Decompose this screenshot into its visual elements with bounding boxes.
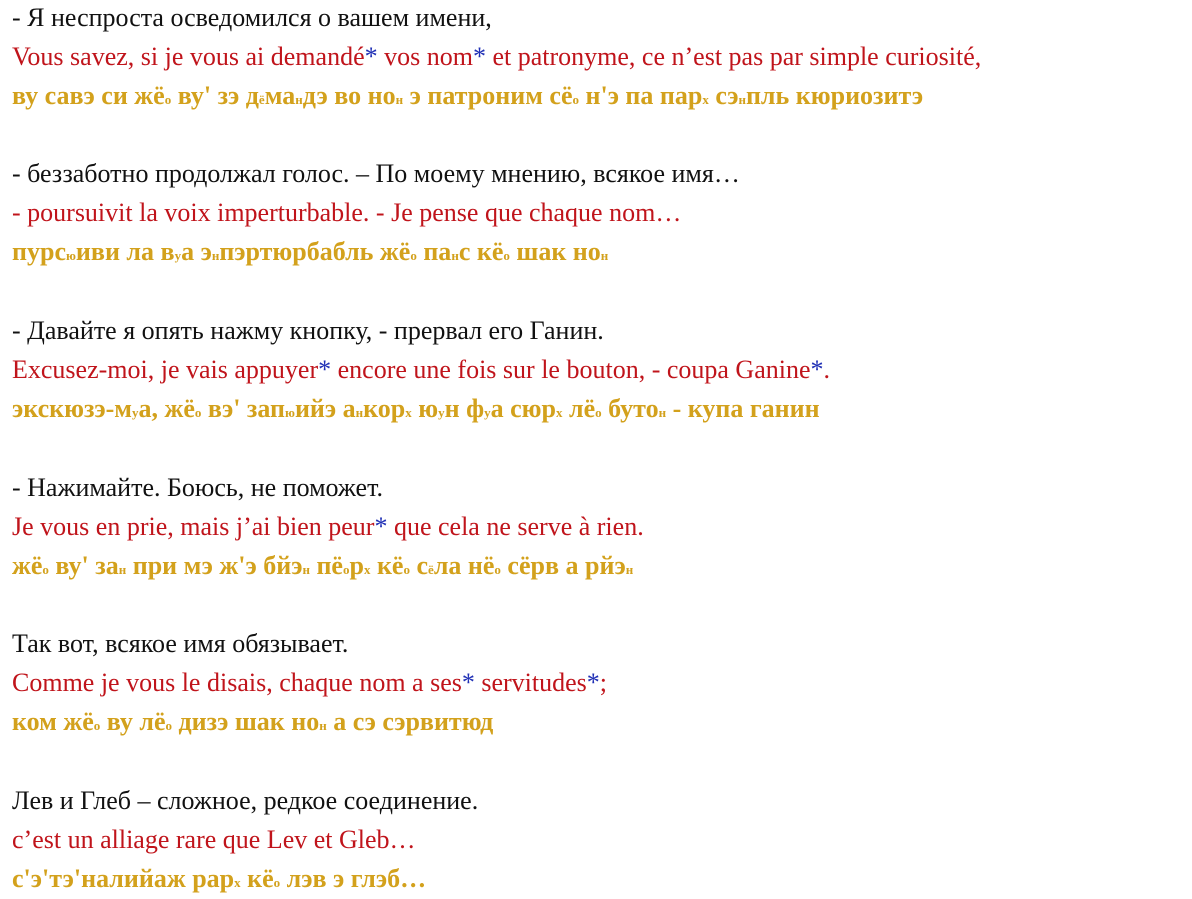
transliteration-text: лё [562, 394, 596, 423]
small-letter: н [355, 405, 364, 420]
transliteration-text: н'э па пар [578, 81, 703, 110]
footnote-asterisk: * [472, 42, 486, 71]
transliteration-text: пурс [12, 237, 66, 266]
small-letter: о [403, 562, 410, 577]
transliteration-text: пэртюрбабль жё [219, 237, 411, 266]
french-text: que cela ne serve à rien. [387, 512, 644, 541]
small-letter: у [174, 248, 182, 263]
small-letter: о [164, 92, 172, 107]
french-text: Vous savez, si je vous ai demandé [12, 42, 365, 71]
small-letter: х [702, 92, 709, 107]
russian-line: - Давайте я опять нажму кнопку, - прервал его Ганин. [12, 316, 604, 345]
small-letter: у [132, 405, 139, 420]
transliteration-text: ю [411, 394, 439, 423]
transliteration-text: а сэ сэрвитюд [326, 707, 494, 736]
french-text: Excusez-moi, je vais appuyer [12, 355, 319, 384]
small-letter: н [395, 92, 404, 107]
transliteration-text: ву' за [48, 551, 119, 580]
russian-line: Лев и Глеб – сложное, редкое соединение. [12, 786, 479, 815]
small-letter: х [363, 562, 371, 577]
small-letter: о [93, 718, 101, 733]
french-line [12, 197, 681, 229]
transliteration-text: сёрв а рйэ [500, 551, 626, 580]
transliteration-text: шак но [509, 237, 601, 266]
russian-line: - Нажимайте. Боюсь, не поможет. [12, 473, 383, 502]
small-letter: н [319, 718, 327, 733]
french-text: vos nom [377, 42, 473, 71]
small-letter: ю [65, 248, 76, 263]
transliteration-text: н ф [444, 394, 485, 423]
footnote-asterisk: * [810, 355, 824, 384]
transliteration-line [12, 393, 820, 429]
transliteration-line [12, 236, 608, 272]
small-letter: н [738, 92, 746, 107]
small-letter: х [234, 875, 241, 890]
transliteration-line [12, 80, 923, 116]
transliteration-text: - купа ганин [666, 394, 820, 423]
small-letter: ё [428, 562, 434, 577]
french-text: ; [599, 668, 608, 697]
russian-line: Так вот, всякое имя обязывает. [12, 629, 349, 658]
russian-line: - беззаботно продолжал голос. – По моему мнению, всякое имя… [12, 159, 740, 188]
transliteration-text: па [416, 237, 452, 266]
french-line [12, 667, 607, 699]
footnote-asterisk: * [461, 668, 475, 697]
small-letter: о [595, 405, 602, 420]
transliteration-line [12, 706, 493, 742]
small-letter: о [572, 92, 579, 107]
transliteration-line [12, 550, 633, 586]
transliteration-text: кё [240, 864, 274, 893]
french-text: c’est un alliage rare que Lev et Gleb… [12, 825, 416, 854]
transliteration-text: с [409, 551, 429, 580]
transliteration-line [12, 863, 426, 899]
french-text: - poursuivit la voix imperturbable. - Je pense que chaque nom… [12, 198, 682, 227]
french-text: Je vous en prie, mais j’ai bien peur [12, 512, 375, 541]
transliteration-text: лэв э глэб… [280, 864, 427, 893]
transliteration-text: ву' зэ д [171, 81, 259, 110]
transliteration-text: с кё [458, 237, 504, 266]
transliteration-text: буто [601, 394, 659, 423]
transliteration-text: дизэ шак но [172, 707, 320, 736]
transliteration-text: ла нё [433, 551, 495, 580]
small-letter: н [658, 405, 667, 420]
french-text: encore une fois sur le bouton, - coupa Ganine [331, 355, 811, 384]
small-letter: н [625, 562, 634, 577]
transliteration-text: а, жё [138, 394, 195, 423]
french-text: . [823, 355, 831, 384]
footnote-asterisk: * [364, 42, 378, 71]
small-letter: х [556, 405, 563, 420]
transliteration-text: ийэ а [294, 394, 356, 423]
french-line [12, 511, 644, 543]
transliteration-text: а э [181, 237, 212, 266]
transliteration-text: кё [370, 551, 404, 580]
transliteration-text: экскюзэ-м [12, 394, 133, 423]
french-text: et patronyme, ce n’est pas par simple curiosité, [485, 42, 982, 71]
small-letter: о [273, 875, 281, 890]
footnote-asterisk: * [586, 668, 600, 697]
russian-line: - Я неспроста осведомился о вашем имени, [12, 3, 492, 32]
small-letter: о [342, 562, 350, 577]
french-line [12, 824, 416, 856]
transliteration-text: ком жё [12, 707, 94, 736]
transliteration-text: жё [12, 551, 43, 580]
small-letter: ю [285, 405, 295, 420]
small-letter: н [600, 248, 609, 263]
transliteration-text: вэ' зап [201, 394, 286, 423]
transliteration-text: пль кюриозитэ [745, 81, 924, 110]
french-line [12, 41, 981, 73]
transliteration-text: дэ во но [302, 81, 396, 110]
small-letter: х [405, 405, 412, 420]
small-letter: о [494, 562, 501, 577]
small-letter: у [438, 405, 445, 420]
transliteration-text: с'э'тэ'налийаж рар [12, 864, 235, 893]
transliteration-text: ву лё [100, 707, 166, 736]
transliteration-text: кор [363, 394, 406, 423]
small-letter: н [451, 248, 459, 263]
transliteration-text: ву савэ си жё [12, 81, 165, 110]
small-letter: н [295, 92, 303, 107]
small-letter: о [410, 248, 417, 263]
transliteration-text: пё [309, 551, 343, 580]
french-line [12, 354, 830, 386]
small-letter: н [302, 562, 310, 577]
transliteration-text: р [349, 551, 364, 580]
small-letter: о [165, 718, 173, 733]
transliteration-text: ма [264, 81, 296, 110]
transliteration-text: э патроним сё [403, 81, 573, 110]
footnote-asterisk: * [374, 512, 388, 541]
transliteration-text: сэ [708, 81, 739, 110]
transliteration-text: иви ла в [75, 237, 175, 266]
small-letter: ё [258, 92, 265, 107]
transliteration-text: а сюр [490, 394, 556, 423]
small-letter: о [42, 562, 49, 577]
small-letter: н [118, 562, 127, 577]
small-letter: о [194, 405, 202, 420]
small-letter: у [484, 405, 491, 420]
small-letter: о [503, 248, 510, 263]
footnote-asterisk: * [318, 355, 332, 384]
small-letter: н [211, 248, 220, 263]
french-text: Comme je vous le disais, chaque nom a ses [12, 668, 462, 697]
transliteration-text: при мэ ж'э бйэ [126, 551, 303, 580]
french-text: servitudes [474, 668, 587, 697]
